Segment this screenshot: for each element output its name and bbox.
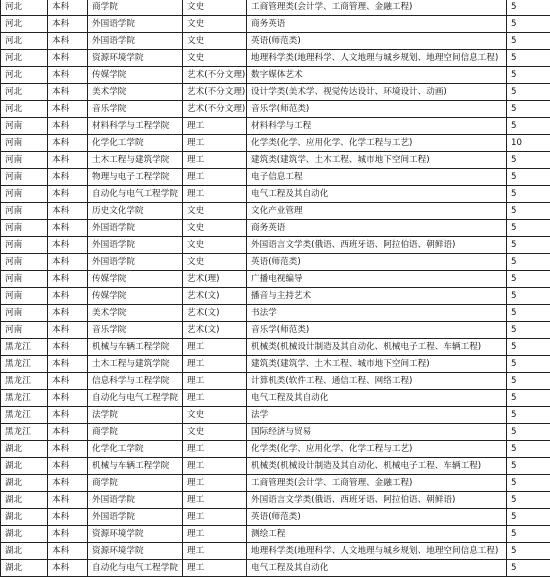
- quota-cell: 5: [507, 509, 550, 526]
- quota-cell: 5: [507, 424, 550, 441]
- college-cell: 机械与车辆工程学院: [88, 458, 183, 475]
- college-cell: 土木工程与建筑学院: [88, 356, 183, 373]
- major-cell: 音乐学(师范类): [247, 101, 507, 118]
- subject-type-cell: 文史: [183, 254, 247, 271]
- subject-type-cell: 理工: [183, 135, 247, 152]
- table-row: [1, 458, 550, 475]
- table-row: [1, 33, 550, 50]
- subject-type-cell: 艺术(不分文理): [183, 67, 247, 84]
- table-row: [1, 407, 550, 424]
- subject-type-cell: 理工: [183, 118, 247, 135]
- subject-type-cell: 理工: [183, 492, 247, 509]
- major-cell: 法学: [247, 407, 507, 424]
- table-row: [1, 271, 550, 288]
- subject-type-cell: 文史: [183, 16, 247, 33]
- quota-cell: 10: [507, 135, 550, 152]
- subject-type-cell: 文史: [183, 50, 247, 67]
- quota-cell: 5: [507, 305, 550, 322]
- level-cell: 本科: [48, 203, 88, 220]
- subject-type-cell: 文史: [183, 0, 247, 16]
- province-cell: 湖北: [1, 509, 48, 526]
- table-row: [1, 373, 550, 390]
- subject-type-cell: 理工: [183, 475, 247, 492]
- table-row: [1, 186, 550, 203]
- college-cell: 自动化与电气工程学院: [88, 390, 183, 407]
- table-row: [1, 475, 550, 492]
- major-cell: 英语(师范类): [247, 509, 507, 526]
- subject-type-cell: 理工: [183, 356, 247, 373]
- level-cell: 本科: [48, 305, 88, 322]
- table-row: [1, 339, 550, 356]
- subject-type-cell: 艺术(理): [183, 271, 247, 288]
- subject-type-cell: 文史: [183, 33, 247, 50]
- college-cell: 外国语学院: [88, 237, 183, 254]
- level-cell: 本科: [48, 356, 88, 373]
- level-cell: 本科: [48, 560, 88, 577]
- province-cell: 河北: [1, 101, 48, 118]
- quota-cell: 5: [507, 543, 550, 560]
- major-cell: 电气工程及其自动化: [247, 560, 507, 577]
- subject-type-cell: 理工: [183, 339, 247, 356]
- college-cell: 商学院: [88, 424, 183, 441]
- quota-cell: 5: [507, 254, 550, 271]
- province-cell: 河南: [1, 220, 48, 237]
- subject-type-cell: 艺术(文): [183, 288, 247, 305]
- quota-cell: 5: [507, 152, 550, 169]
- major-cell: 电气工程及其自动化: [247, 390, 507, 407]
- quota-cell: 5: [507, 356, 550, 373]
- province-cell: 河南: [1, 169, 48, 186]
- province-cell: 河南: [1, 305, 48, 322]
- quota-cell: 5: [507, 50, 550, 67]
- level-cell: 本科: [48, 118, 88, 135]
- table-row: [1, 0, 550, 16]
- college-cell: 美术学院: [88, 84, 183, 101]
- college-cell: 法学院: [88, 407, 183, 424]
- province-cell: 河南: [1, 135, 48, 152]
- college-cell: 美术学院: [88, 305, 183, 322]
- level-cell: 本科: [48, 543, 88, 560]
- province-cell: 河北: [1, 33, 48, 50]
- college-cell: 土木工程与建筑学院: [88, 152, 183, 169]
- major-cell: 测绘工程: [247, 526, 507, 543]
- major-cell: 商务英语: [247, 220, 507, 237]
- subject-type-cell: 理工: [183, 458, 247, 475]
- province-cell: 湖北: [1, 492, 48, 509]
- quota-cell: 5: [507, 390, 550, 407]
- quota-cell: 5: [507, 526, 550, 543]
- college-cell: 化学化工学院: [88, 441, 183, 458]
- province-cell: 黑龙江: [1, 373, 48, 390]
- college-cell: 传媒学院: [88, 67, 183, 84]
- major-cell: 电气工程及其自动化: [247, 186, 507, 203]
- quota-cell: 5: [507, 339, 550, 356]
- major-cell: 工商管理类(会计学、工商管理、金融工程): [247, 475, 507, 492]
- college-cell: 外国语学院: [88, 220, 183, 237]
- level-cell: 本科: [48, 441, 88, 458]
- major-cell: 书法学: [247, 305, 507, 322]
- quota-cell: 5: [507, 186, 550, 203]
- college-cell: 化学化工学院: [88, 135, 183, 152]
- quota-cell: 5: [507, 271, 550, 288]
- college-cell: 信息科学与工程学院: [88, 373, 183, 390]
- table-row: [1, 288, 550, 305]
- province-cell: 河北: [1, 67, 48, 84]
- major-cell: 商务英语: [247, 16, 507, 33]
- province-cell: 河南: [1, 152, 48, 169]
- college-cell: 物理与电子工程学院: [88, 169, 183, 186]
- major-cell: 建筑类(建筑学、土木工程、城市地下空间工程): [247, 152, 507, 169]
- level-cell: 本科: [48, 339, 88, 356]
- level-cell: 本科: [48, 101, 88, 118]
- province-cell: 河南: [1, 322, 48, 339]
- table-row: [1, 356, 550, 373]
- college-cell: 外国语学院: [88, 33, 183, 50]
- subject-type-cell: 理工: [183, 373, 247, 390]
- quota-cell: 5: [507, 475, 550, 492]
- province-cell: 黑龙江: [1, 356, 48, 373]
- college-cell: 材料科学与工程学院: [88, 118, 183, 135]
- province-cell: 湖北: [1, 458, 48, 475]
- table-row: [1, 560, 550, 577]
- province-cell: 黑龙江: [1, 339, 48, 356]
- major-cell: 计算机类(软件工程、通信工程、网络工程): [247, 373, 507, 390]
- level-cell: 本科: [48, 33, 88, 50]
- college-cell: 外国语学院: [88, 254, 183, 271]
- college-cell: 音乐学院: [88, 101, 183, 118]
- table-row: [1, 220, 550, 237]
- college-cell: 外国语学院: [88, 492, 183, 509]
- table-row: [1, 543, 550, 560]
- quota-cell: 5: [507, 203, 550, 220]
- level-cell: 本科: [48, 424, 88, 441]
- province-cell: 河北: [1, 50, 48, 67]
- major-cell: 国际经济与贸易: [247, 424, 507, 441]
- table-row: [1, 135, 550, 152]
- province-cell: 湖北: [1, 560, 48, 577]
- table-row: [1, 50, 550, 67]
- province-cell: 河北: [1, 84, 48, 101]
- college-cell: 自动化与电气工程学院: [88, 560, 183, 577]
- major-cell: 建筑类(建筑学、土木工程、城市地下空间工程): [247, 356, 507, 373]
- level-cell: 本科: [48, 509, 88, 526]
- major-cell: 英语(师范类): [247, 33, 507, 50]
- major-cell: 化学类(化学、应用化学、化学工程与工艺): [247, 441, 507, 458]
- major-cell: 英语(师范类): [247, 254, 507, 271]
- level-cell: 本科: [48, 186, 88, 203]
- province-cell: 河北: [1, 0, 48, 16]
- level-cell: 本科: [48, 475, 88, 492]
- quota-cell: 5: [507, 492, 550, 509]
- major-cell: 地理科学类(地理科学、人文地理与城乡规划、地理空间信息工程): [247, 543, 507, 560]
- province-cell: 湖北: [1, 543, 48, 560]
- level-cell: 本科: [48, 0, 88, 16]
- level-cell: 本科: [48, 492, 88, 509]
- subject-type-cell: 理工: [183, 186, 247, 203]
- level-cell: 本科: [48, 254, 88, 271]
- quota-cell: 5: [507, 288, 550, 305]
- major-cell: 数字媒体艺术: [247, 67, 507, 84]
- province-cell: 河南: [1, 254, 48, 271]
- major-cell: 工商管理类(会计学、工商管理、金融工程): [247, 0, 507, 16]
- subject-type-cell: 艺术(不分文理): [183, 84, 247, 101]
- province-cell: 湖北: [1, 441, 48, 458]
- major-cell: 机械类(机械设计制造及其自动化、机械电子工程、车辆工程): [247, 458, 507, 475]
- province-cell: 黑龙江: [1, 390, 48, 407]
- quota-cell: 5: [507, 101, 550, 118]
- subject-type-cell: 理工: [183, 543, 247, 560]
- table-body: [1, 0, 550, 577]
- level-cell: 本科: [48, 526, 88, 543]
- college-cell: 音乐学院: [88, 322, 183, 339]
- level-cell: 本科: [48, 152, 88, 169]
- level-cell: 本科: [48, 288, 88, 305]
- level-cell: 本科: [48, 16, 88, 33]
- table-row: [1, 509, 550, 526]
- subject-type-cell: 文史: [183, 424, 247, 441]
- college-cell: 外国语学院: [88, 509, 183, 526]
- table-row: [1, 492, 550, 509]
- table-row: [1, 67, 550, 84]
- level-cell: 本科: [48, 458, 88, 475]
- quota-cell: 5: [507, 84, 550, 101]
- subject-type-cell: 文史: [183, 237, 247, 254]
- quota-cell: 5: [507, 373, 550, 390]
- college-cell: 机械与车辆工程学院: [88, 339, 183, 356]
- major-cell: 外国语言文学类(俄语、西班牙语、阿拉伯语、朝鲜语): [247, 237, 507, 254]
- subject-type-cell: 理工: [183, 526, 247, 543]
- quota-cell: 5: [507, 67, 550, 84]
- major-cell: 外国语言文学类(俄语、西班牙语、阿拉伯语、朝鲜语): [247, 492, 507, 509]
- table-row: [1, 441, 550, 458]
- quota-cell: 5: [507, 407, 550, 424]
- level-cell: 本科: [48, 373, 88, 390]
- province-cell: 湖北: [1, 475, 48, 492]
- quota-cell: 5: [507, 237, 550, 254]
- college-cell: 外国语学院: [88, 16, 183, 33]
- level-cell: 本科: [48, 135, 88, 152]
- level-cell: 本科: [48, 322, 88, 339]
- table-row: [1, 118, 550, 135]
- table-row: [1, 169, 550, 186]
- quota-cell: 5: [507, 322, 550, 339]
- subject-type-cell: 艺术(文): [183, 305, 247, 322]
- level-cell: 本科: [48, 237, 88, 254]
- major-cell: 化学类(化学、应用化学、化学工程与工艺): [247, 135, 507, 152]
- quota-cell: 5: [507, 441, 550, 458]
- subject-type-cell: 理工: [183, 560, 247, 577]
- table-row: [1, 152, 550, 169]
- province-cell: 湖北: [1, 526, 48, 543]
- quota-cell: 5: [507, 16, 550, 33]
- major-cell: 文化产业管理: [247, 203, 507, 220]
- level-cell: 本科: [48, 50, 88, 67]
- level-cell: 本科: [48, 407, 88, 424]
- level-cell: 本科: [48, 67, 88, 84]
- province-cell: 黑龙江: [1, 407, 48, 424]
- subject-type-cell: 理工: [183, 509, 247, 526]
- college-cell: 传媒学院: [88, 288, 183, 305]
- major-cell: 播音与主持艺术: [247, 288, 507, 305]
- quota-cell: 5: [507, 458, 550, 475]
- college-cell: 资源环境学院: [88, 526, 183, 543]
- level-cell: 本科: [48, 390, 88, 407]
- province-cell: 河南: [1, 203, 48, 220]
- table-row: [1, 390, 550, 407]
- major-cell: 地理科学类(地理科学、人文地理与城乡规划、地理空间信息工程): [247, 50, 507, 67]
- subject-type-cell: 理工: [183, 390, 247, 407]
- major-cell: 音乐学(师范类): [247, 322, 507, 339]
- table-row: [1, 203, 550, 220]
- table-row: [1, 84, 550, 101]
- college-cell: 历史文化学院: [88, 203, 183, 220]
- table-row: [1, 424, 550, 441]
- level-cell: 本科: [48, 169, 88, 186]
- subject-type-cell: 文史: [183, 220, 247, 237]
- major-cell: 机械类(机械设计制造及其自动化、机械电子工程、车辆工程): [247, 339, 507, 356]
- level-cell: 本科: [48, 84, 88, 101]
- college-cell: 商学院: [88, 475, 183, 492]
- subject-type-cell: 文史: [183, 407, 247, 424]
- province-cell: 河南: [1, 271, 48, 288]
- subject-type-cell: 理工: [183, 441, 247, 458]
- quota-cell: 5: [507, 33, 550, 50]
- major-cell: 电子信息工程: [247, 169, 507, 186]
- college-cell: 资源环境学院: [88, 50, 183, 67]
- major-cell: 材料科学与工程: [247, 118, 507, 135]
- level-cell: 本科: [48, 271, 88, 288]
- province-cell: 河南: [1, 186, 48, 203]
- quota-cell: 5: [507, 0, 550, 16]
- subject-type-cell: 理工: [183, 152, 247, 169]
- province-cell: 河南: [1, 118, 48, 135]
- subject-type-cell: 艺术(文): [183, 322, 247, 339]
- level-cell: 本科: [48, 220, 88, 237]
- major-cell: 设计学类(美术学、视觉传达设计、环境设计、动画): [247, 84, 507, 101]
- subject-type-cell: 艺术(不分文理): [183, 101, 247, 118]
- table-row: [1, 101, 550, 118]
- province-cell: 河北: [1, 16, 48, 33]
- table-row: [1, 16, 550, 33]
- table-row: [1, 254, 550, 271]
- quota-cell: 5: [507, 220, 550, 237]
- table-row: [1, 322, 550, 339]
- province-cell: 河南: [1, 237, 48, 254]
- college-cell: 资源环境学院: [88, 543, 183, 560]
- college-cell: 传媒学院: [88, 271, 183, 288]
- major-cell: 广播电视编导: [247, 271, 507, 288]
- table-row: [1, 526, 550, 543]
- college-cell: 自动化与电气工程学院: [88, 186, 183, 203]
- quota-cell: 5: [507, 118, 550, 135]
- quota-cell: 5: [507, 169, 550, 186]
- table-row: [1, 237, 550, 254]
- subject-type-cell: 文史: [183, 203, 247, 220]
- province-cell: 河南: [1, 288, 48, 305]
- table-row: [1, 305, 550, 322]
- province-cell: 黑龙江: [1, 424, 48, 441]
- subject-type-cell: 理工: [183, 169, 247, 186]
- college-cell: 商学院: [88, 0, 183, 16]
- quota-cell: 5: [507, 560, 550, 577]
